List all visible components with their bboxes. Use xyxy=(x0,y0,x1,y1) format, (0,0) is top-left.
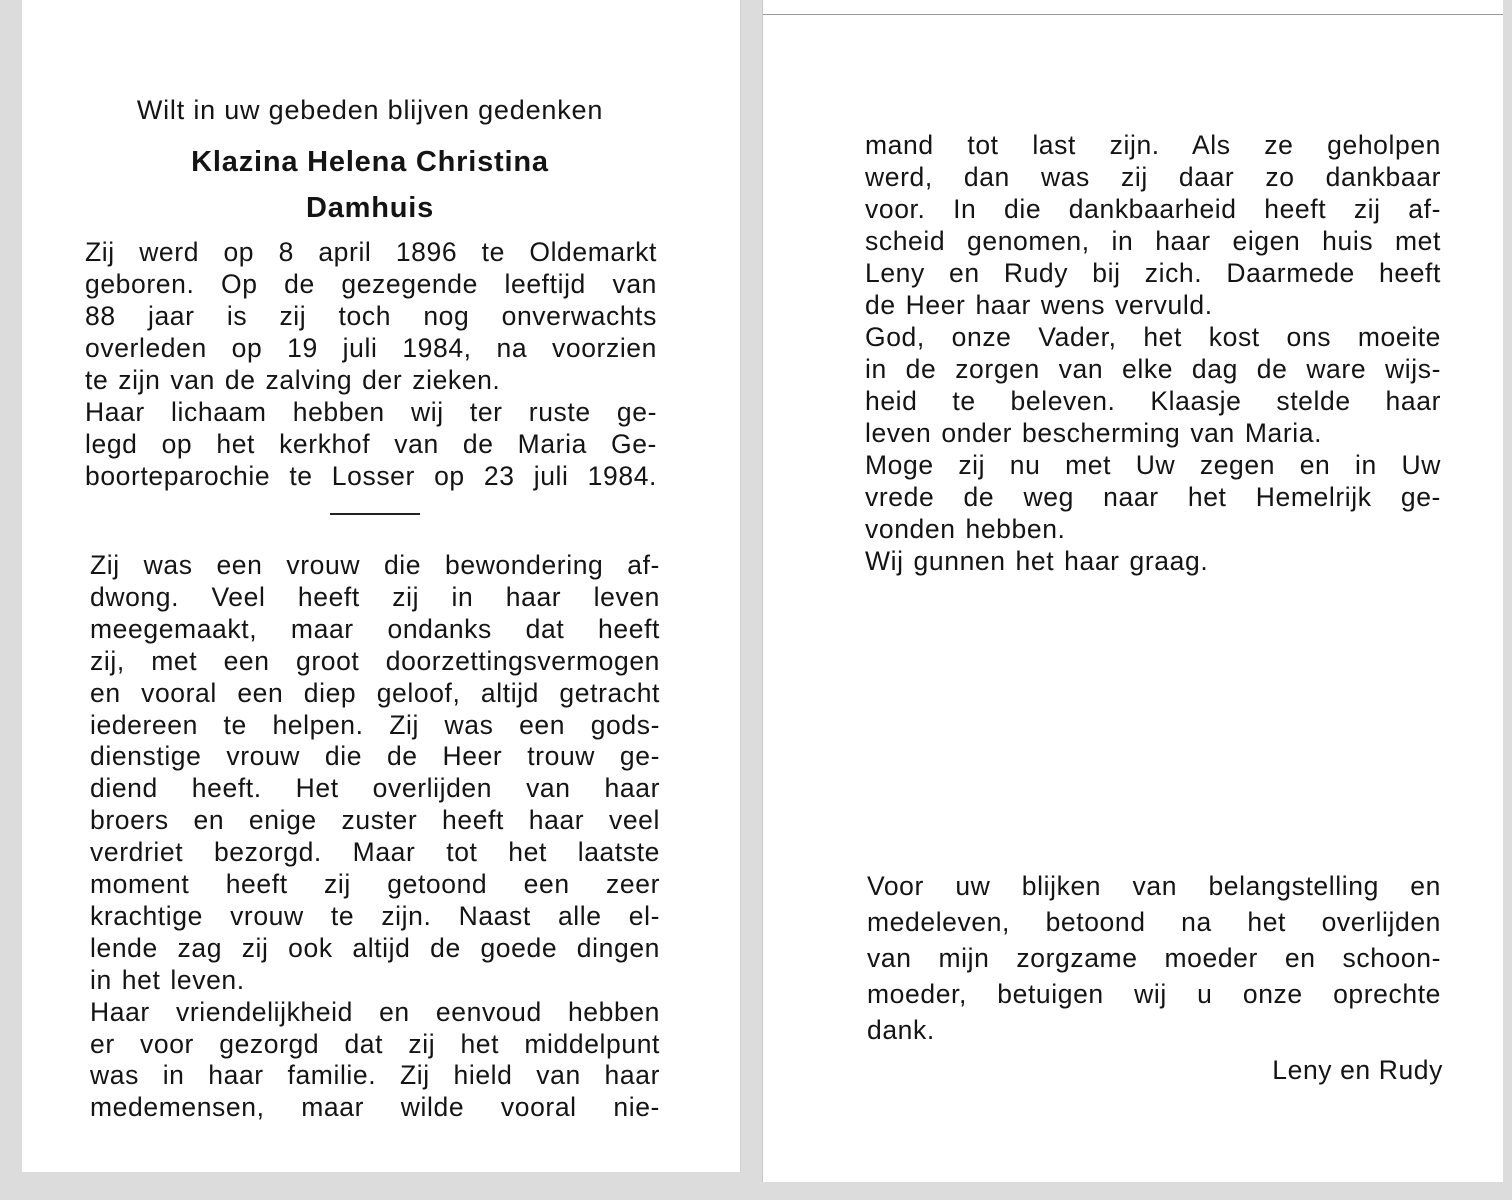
text-line: Wij gunnen het haar graag. xyxy=(865,546,1209,576)
text-line: Zij werd op 8 april 1896 te Oldemarkt xyxy=(85,237,657,267)
intro-line: Wilt in uw gebeden blijven gedenken xyxy=(136,95,604,125)
text-line: 88 jaar is zij toch nog onverwachts xyxy=(85,301,657,331)
text-line: voor. In die dankbaarheid heeft zij af- xyxy=(865,194,1441,224)
text-line: Haar vriendelijkheid en eenvoud hebben xyxy=(90,996,660,1027)
deceased-name: Klazina Helena Christina xyxy=(191,146,549,178)
text-line: dank. xyxy=(867,1015,935,1045)
text-line: Leny en Rudy bij zich. Daarmede heeft xyxy=(865,258,1441,288)
text-line: krachtige vrouw te zijn. Naast alle el- xyxy=(90,900,660,931)
text-line: vrede de weg naar het Hemelrijk ge- xyxy=(865,482,1441,512)
text-line: van mijn zorgzame moeder en schoon- xyxy=(867,943,1441,973)
card-right-page xyxy=(762,0,1503,1182)
text-line: in de zorgen van elke dag de ware wijs- xyxy=(865,354,1441,384)
text-line: geboren. Op de gezegende leeftijd van xyxy=(85,269,657,299)
deceased-surname: Damhuis xyxy=(305,192,435,224)
signature: Leny en Rudy xyxy=(1272,1055,1443,1085)
text-line: zij, met een groot doorzettingsvermogen xyxy=(90,645,660,676)
text-line: mand tot last zijn. Als ze geholpen xyxy=(865,130,1441,160)
text-line: moeder, betuigen wij u onze oprechte xyxy=(867,979,1441,1009)
text-line: legd op het kerkhof van de Maria Ge- xyxy=(85,429,657,459)
text-line: Haar lichaam hebben wij ter ruste ge- xyxy=(85,397,657,427)
text-line: heid te beleven. Klaasje stelde haar xyxy=(865,386,1441,416)
text-line: was in haar familie. Zij hield van haar xyxy=(90,1060,660,1091)
text-line: diend heeft. Het overlijden van haar xyxy=(90,773,660,804)
text-line: er voor gezorgd dat zij het middelpunt xyxy=(90,1028,660,1059)
divider xyxy=(330,513,420,515)
text-line: broers en enige zuster heeft haar veel xyxy=(90,805,660,836)
text-line: iedereen te helpen. Zij was een gods- xyxy=(90,709,660,740)
text-line: Moge zij nu met Uw zegen en in Uw xyxy=(865,450,1441,480)
text-line: Zij was een vrouw die bewondering af- xyxy=(90,550,660,580)
text-line: God, onze Vader, het kost ons moeite xyxy=(865,322,1441,352)
scan-edge-line xyxy=(763,14,1503,15)
text-line: in het leven. xyxy=(90,964,245,995)
text-line: de Heer haar wens vervuld. xyxy=(865,290,1213,320)
text-line: verdriet bezorgd. Maar tot het laatste xyxy=(90,837,660,868)
text-line: dienstige vrouw die de Heer trouw ge- xyxy=(90,741,660,772)
text-line: vonden hebben. xyxy=(865,514,1066,544)
text-line: overleden op 19 juli 1984, na voorzien xyxy=(85,333,657,363)
text-line: te zijn van de zalving der zieken. xyxy=(85,365,501,395)
text-line: meegemaakt, maar ondanks dat heeft xyxy=(90,613,660,644)
text-line: scheid genomen, in haar eigen huis met xyxy=(865,226,1441,256)
text-line: werd, dan was zij daar zo dankbaar xyxy=(865,162,1441,192)
text-line: lende zag zij ook altijd de goede dingen xyxy=(90,932,660,963)
text-line: boorteparochie te Losser op 23 juli 1984. xyxy=(85,461,657,491)
text-line: medeleven, betoond na het overlijden xyxy=(867,907,1441,937)
text-line: dwong. Veel heeft zij in haar leven xyxy=(90,581,660,612)
text-line: Voor uw blijken van belangstelling en xyxy=(867,871,1441,901)
text-line: medemensen, maar wilde vooral nie- xyxy=(90,1092,660,1123)
text-line: en vooral een diep geloof, altijd getracht xyxy=(90,677,660,708)
text-line: leven onder bescherming van Maria. xyxy=(865,418,1323,448)
text-line: moment heeft zij getoond een zeer xyxy=(90,869,660,899)
card-left-page xyxy=(22,0,741,1172)
